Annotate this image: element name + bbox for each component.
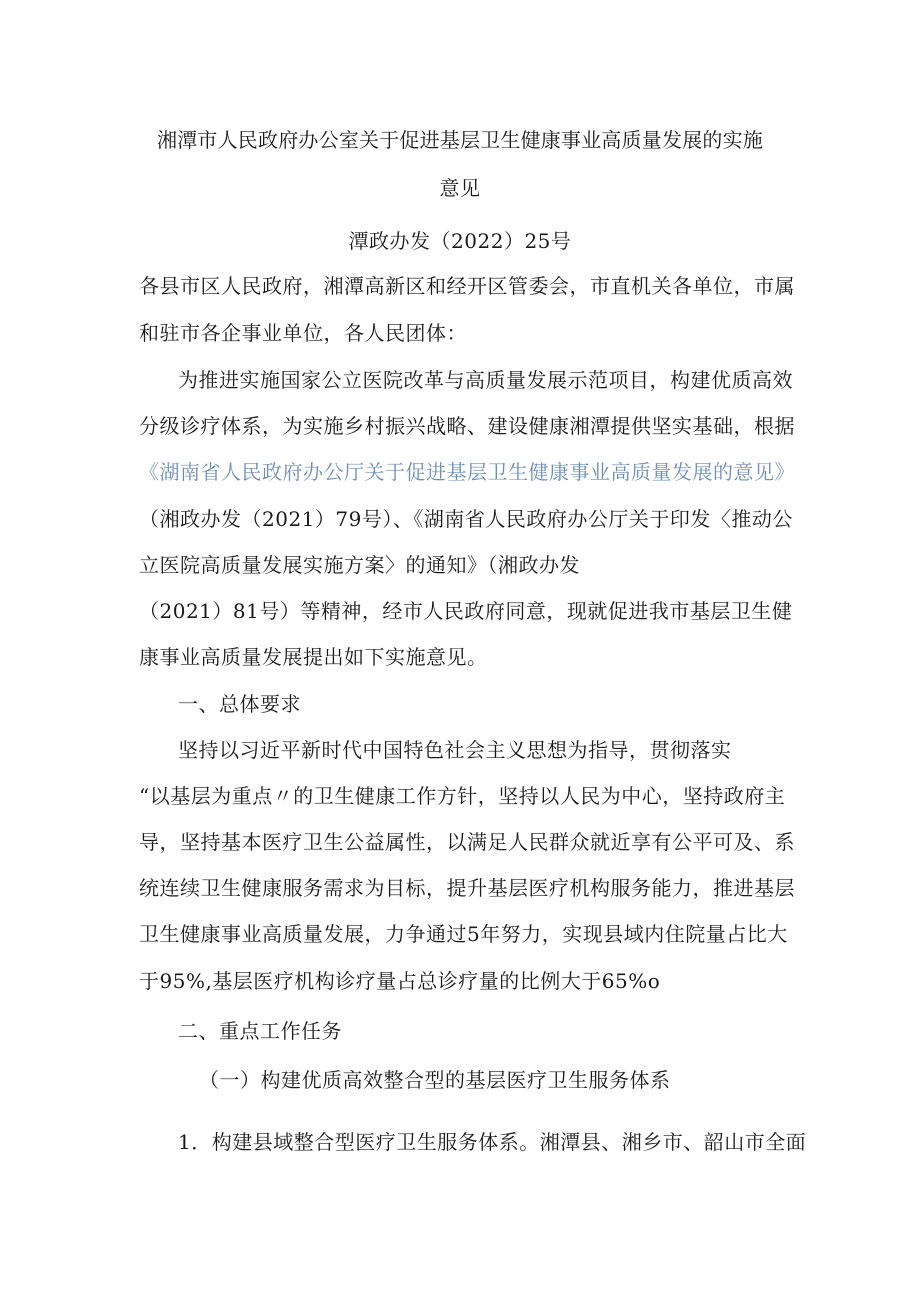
document-number: 潭政办发（2022）25号: [348, 229, 572, 253]
section-heading-2: 二、重点工作任务: [178, 1019, 342, 1043]
body-line: 为推进实施国家公立医院改革与高质量发展示范项目，构建优质高效: [178, 368, 793, 392]
body-line: 坚持以习近平新时代中国特色社会主义思想为指导，贯彻落实: [178, 738, 732, 762]
body-line: 分级诊疗体系，为实施乡村振兴战略、建设健康湘潭提供坚实基础，根据: [139, 414, 795, 438]
body-line: （2021）81号）等精神，经市人民政府同意，现就促进我市基层卫生健: [139, 599, 793, 623]
body-line: 1．构建县域整合型医疗卫生服务体系。湘潭县、湘乡市、韶山市全面: [178, 1130, 807, 1154]
body-line: 立医院高质量发展实施方案〉的通知》（湘政办发: [139, 553, 580, 577]
body-line: 统连续卫生健康服务需求为目标，提升基层医疗机构服务能力，推进基层: [139, 876, 795, 900]
body-line: （湘政办发（2021）79号）、《湖南省人民政府办公厅关于印发〈推动公: [139, 507, 793, 531]
body-line: 康事业高质量发展提出如下实施意见。: [139, 645, 488, 669]
body-line: 导，坚持基本医疗卫生公益属性，以满足人民群众就近享有公平可及、系: [139, 830, 795, 854]
document-title-line-1: 湘潭市人民政府办公室关于促进基层卫生健康事业高质量发展的实施: [157, 128, 763, 152]
body-line: 卫生健康事业高质量发展，力争通过5年努力，实现县域内住院量占比大: [139, 922, 788, 946]
body-line: 于95%,基层医疗机构诊疗量占总诊疗量的比例大于65%o: [139, 969, 661, 993]
addressee-line-2: 和驻市各企事业单位，各人民团体：: [139, 321, 467, 345]
body-line: “以基层为重点〃的卫生健康工作方针，坚持以人民为中心，坚持政府主: [139, 784, 786, 808]
referenced-document-link[interactable]: 《湖南省人民政府办公厅关于促进基层卫生健康事业高质量发展的意见》: [139, 460, 795, 484]
section-heading-1: 一、总体要求: [178, 692, 301, 716]
document-title-line-2: 意见: [439, 176, 481, 200]
subsection-heading-1: （一）构建优质高效整合型的基层医疗卫生服务体系: [199, 1068, 671, 1092]
addressee-line-1: 各县市区人民政府，湘潭高新区和经开区管委会，市直机关各单位，市属: [139, 274, 795, 298]
